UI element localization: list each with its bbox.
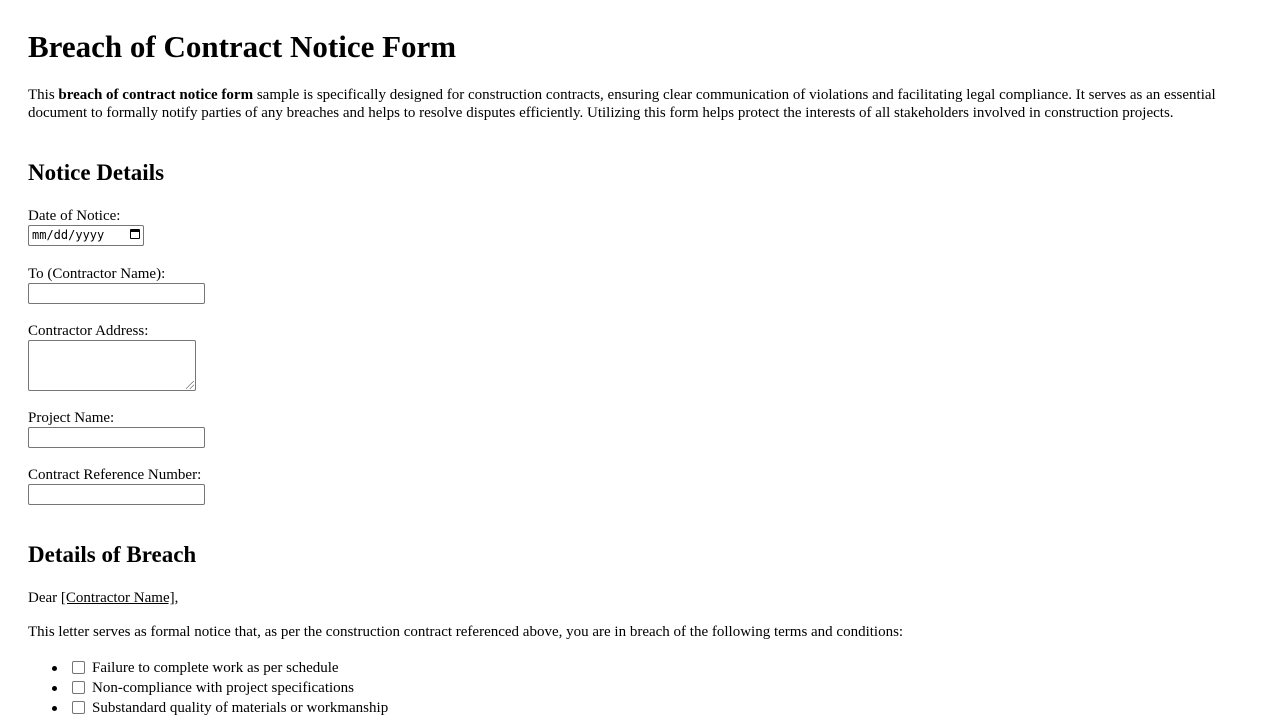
page-title: Breach of Contract Notice Form [28,29,457,64]
breach-checkbox-specifications[interactable] [72,681,85,694]
intro-bold: breach of contract notice form [58,87,254,103]
contract-reference-label: Contract Reference Number: [28,467,202,483]
details-of-breach-heading: Details of Breach [28,542,197,567]
salutation-contractor-name: [Contractor Name] [60,590,175,606]
bullet-icon [52,706,57,711]
bullet-icon [52,686,57,691]
list-item [28,698,388,718]
date-of-notice-label: Date of Notice: [28,208,121,224]
date-of-notice-input[interactable] [28,225,144,246]
resize-grip-icon[interactable] [186,381,194,389]
salutation [28,589,178,607]
date-placeholder: mm/dd/yyyy [32,228,105,242]
contractor-address-textarea[interactable] [28,340,196,391]
bullet-icon [52,666,57,671]
breach-label-specifications: Non-compliance with project specifications [92,680,354,696]
breach-label-quality: Substandard quality of materials or workmanship [92,700,389,716]
intro-lead: This [28,87,59,103]
notice-statement: This letter serves as formal notice that, as per the construction contract referenced above, you are in breach of the following terms and conditions: [28,624,904,640]
breach-checklist [28,658,388,718]
list-item [28,658,388,678]
contractor-address-label: Contractor Address: [28,323,149,339]
breach-checkbox-quality[interactable] [72,701,85,714]
project-name-input[interactable] [28,427,205,448]
salutation-suffix: , [174,590,179,606]
list-item [28,678,388,698]
calendar-icon[interactable] [130,229,140,239]
breach-checkbox-schedule[interactable] [72,661,85,674]
project-name-label: Project Name: [28,410,115,426]
contractor-name-input[interactable] [28,283,205,304]
contract-reference-input[interactable] [28,484,205,505]
salutation-prefix: Dear [28,590,61,606]
breach-label-schedule: Failure to complete work as per schedule [92,660,339,676]
contractor-name-label: To (Contractor Name): [28,266,166,282]
intro-rest: sample is specifically designed for construction contracts, ensuring clear communication of violations and facilitating legal compliance. It serves as an essential document to formally notify parties of any breaches and helps to resolve disputes efficiently. Utilizing this form helps protect the interests of all stakeholders involved in construction projects. [28,87,1216,121]
intro-paragraph [28,86,1223,122]
notice-details-heading: Notice Details [28,160,165,185]
